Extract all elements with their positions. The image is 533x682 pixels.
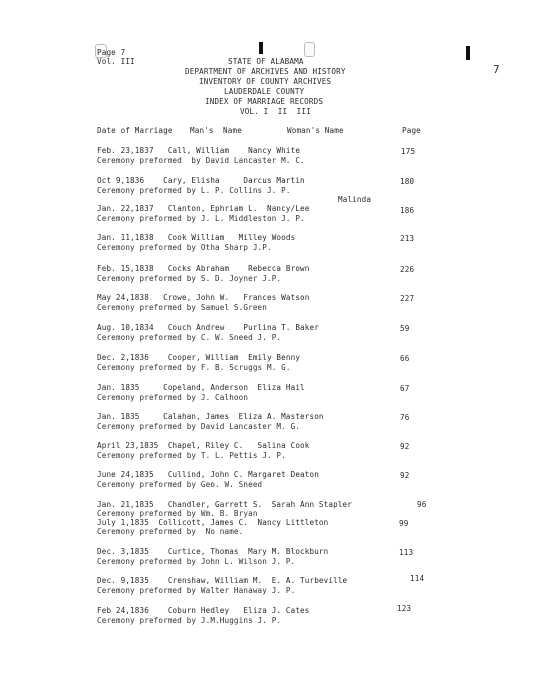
entry-ceremony: Ceremony preformed by Walter Hanaway J. P.	[97, 586, 296, 595]
entry-page: 92	[400, 442, 410, 451]
entry-page: 175	[401, 147, 416, 156]
entry-line: Dec. 3,1835 Curtice, Thomas Mary M. Blockburn	[97, 547, 329, 556]
entry-page: 213	[400, 234, 415, 243]
entry-line: Feb. 15,1838 Cocks Abraham Rebecca Brown	[97, 264, 310, 273]
entry-page: 180	[400, 177, 415, 186]
volume-label: Vol. III	[97, 57, 135, 66]
entry-ceremony: Ceremony preformed by John L. Wilson J. P.	[97, 557, 296, 566]
entry-line: Oct 9,1836 Cary, Elisha Darcus Martin	[97, 176, 305, 185]
entry-line: Jan. 21,1835 Chandler, Garrett S. Sarah Ann Stapler	[97, 500, 352, 509]
column-page: Page	[402, 126, 421, 135]
entry-line: April 23,1835 Chapel, Riley C. Salina Cook	[97, 441, 310, 450]
punch-mark-far-right	[466, 46, 470, 60]
punch-mark-left	[259, 42, 263, 54]
entry-line: Dec. 9,1835 Crenshaw, William M. E. A. Turbeville	[97, 576, 348, 585]
entry-line: May 24,1838 Crowe, John W. Frances Watson	[97, 293, 310, 302]
page-label: Page 7	[97, 48, 126, 57]
title-line-3: INVENTORY OF COUNTY ARCHIVES	[199, 77, 332, 86]
entry-line: July 1,1835 Collicott, James C. Nancy Littleton	[97, 518, 329, 527]
title-line-1: STATE OF ALABAMA	[228, 57, 304, 66]
entry-ceremony: Ceremony preformed by David Lancaster M. C.	[97, 156, 305, 165]
entry-ceremony: Ceremony preformed by Samuel S.Green	[97, 303, 267, 312]
entry-page: 76	[400, 413, 410, 422]
entry-ceremony: Ceremony preformed by T. L. Pettis J. P.	[97, 451, 286, 460]
title-line-4: LAUDERDALE COUNTY	[224, 87, 305, 96]
entry-line: Feb. 23,1837 Call, William Nancy White	[97, 146, 301, 155]
entry-ceremony: Ceremony preformed by L. P. Collins J. P.	[97, 186, 291, 195]
entry-extra-name: Malinda	[338, 195, 372, 204]
entry-ceremony: Ceremony preformed by Geo. W. Sneed	[97, 480, 263, 489]
entry-page: 186	[400, 206, 415, 215]
entry-line: Feb 24,1836 Coburn Hedley Eliza J. Cates	[97, 606, 310, 615]
entry-ceremony: Ceremony preformed by Otha Sharp J.P.	[97, 243, 272, 252]
entry-line: Jan. 1835 Calahan, James Eliza A. Masterson	[97, 412, 324, 421]
entry-line: Dec. 2,1836 Cooper, William Emily Benny	[97, 353, 301, 362]
entry-line: Jan. 11,1838 Cook William Milley Woods	[97, 233, 296, 242]
entry-page: 114	[410, 574, 425, 583]
entry-line: Aug. 10,1834 Couch Andrew Purlina T. Baker	[97, 323, 319, 332]
entry-page: 123	[397, 604, 412, 613]
title-line-2: DEPARTMENT OF ARCHIVES AND HISTORY	[185, 67, 346, 76]
entry-page: 66	[400, 354, 410, 363]
entry-ceremony: Ceremony preformed by F. B. Scruggs M. G.	[97, 363, 291, 372]
column-woman-name: Woman's Name	[287, 126, 344, 135]
entry-ceremony: Ceremony preformed by J. L. Middleston J. P.	[97, 214, 305, 223]
entry-ceremony: Ceremony preformed by J. Calhoon	[97, 393, 249, 402]
punch-hole-mark-right	[304, 42, 315, 57]
column-man-name: Man's Name	[190, 126, 242, 135]
entry-page: 99	[399, 519, 409, 528]
entry-line: Jan. 22,1837 Clanton, Ephriam L. Nancy/Lee	[97, 204, 310, 213]
entry-page: 96	[417, 500, 427, 509]
entry-ceremony: Ceremony preformed by J.M.Huggins J. P.	[97, 616, 282, 625]
entry-page: 227	[400, 294, 415, 303]
title-line-6: VOL. I II III	[240, 107, 311, 116]
corner-page-number: 7	[493, 63, 500, 76]
entry-ceremony: Ceremony preformed by S. D. Joyner J.P.	[97, 274, 282, 283]
column-date: Date of Marriage	[97, 126, 173, 135]
entry-page: 113	[399, 548, 414, 557]
entry-ceremony: Ceremony preformed by David Lancaster M. G.	[97, 422, 301, 431]
entry-page: 92	[400, 471, 410, 480]
entry-page: 67	[400, 384, 410, 393]
entry-ceremony: Ceremony preformed by Wm. B. Bryan	[97, 509, 258, 518]
entry-line: June 24,1835 Cullind, John C. Margaret Deaton	[97, 470, 319, 479]
entry-ceremony: Ceremony preformed by C. W. Sneed J. P.	[97, 333, 282, 342]
entry-line: Jan. 1835 Copeland, Anderson Eliza Hail	[97, 383, 305, 392]
title-line-5: INDEX OF MARRIAGE RECORDS	[205, 97, 324, 106]
entry-page: 226	[400, 265, 415, 274]
entry-ceremony: Ceremony preformed by No name.	[97, 527, 244, 536]
entry-page: 59	[400, 324, 410, 333]
